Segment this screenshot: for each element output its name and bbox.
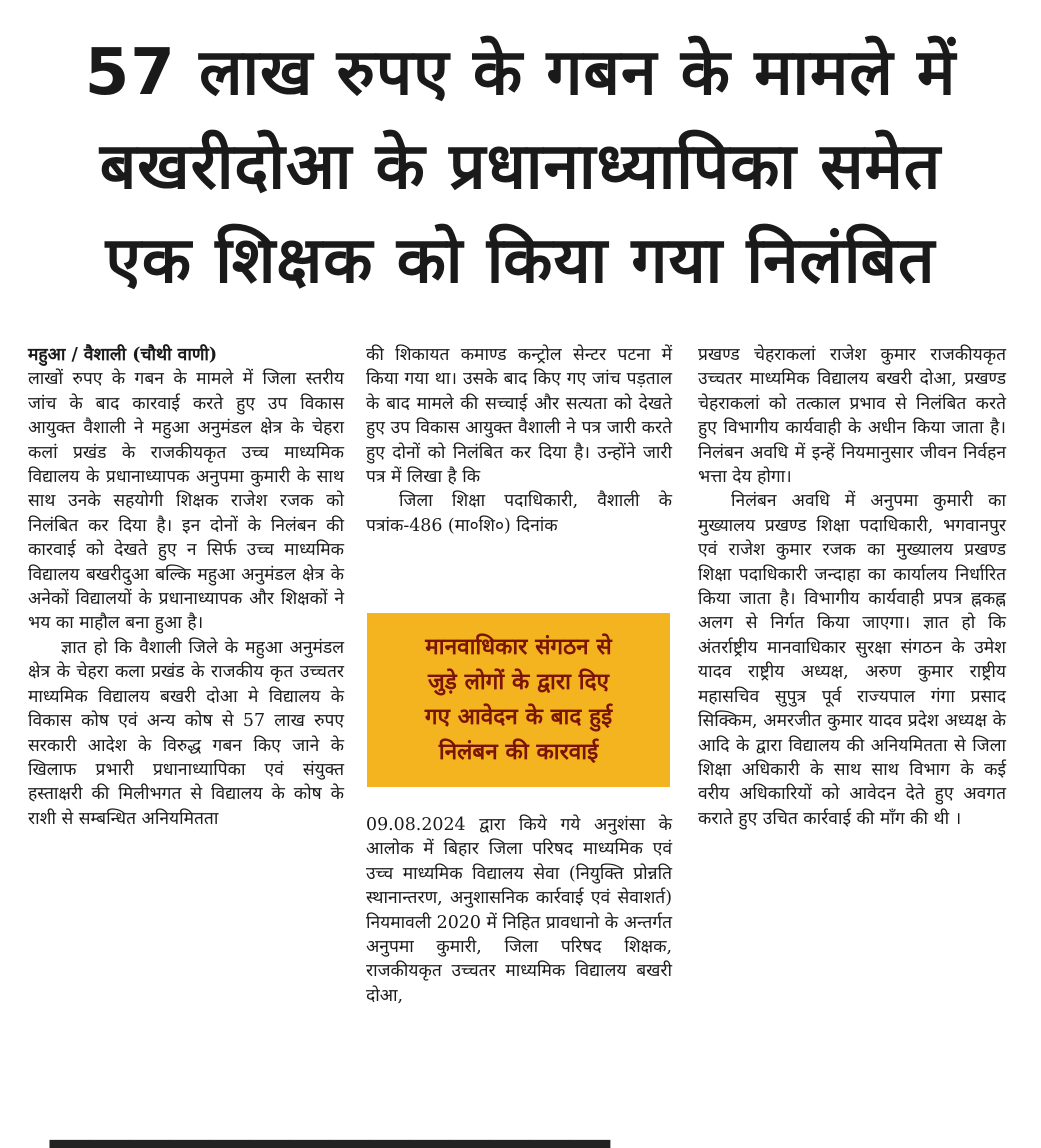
paragraph: जिला शिक्षा पदाधिकारी, वैशाली के पत्रांक-486 (मा०शि०) दिनांक: [366, 491, 672, 536]
paragraph: की शिकायत कमाण्ड कन्ट्रोल सेन्टर पटना में किया गया था। उसके बाद किए गए जांच पड़ताल के बाद मामले की सच्चाई और सत्यता को देखते हुए उप विकास आयुक्त वैशाली ने पत्र जारी करते हुए दोनों को निलंबित कर दिया है। उन्होंने जारी पत्र में लिखा है कि: [366, 345, 672, 488]
paragraph: प्रखण्ड चेहराकलां राजेश कुमार राजकीयकृत उच्चतर माध्यमिक विद्यालय बखरी दोआ, प्रखण्ड चेहराकलां को तत्काल प्रभाव से निलंबित करते हुए विभागीय कार्यवाही के अधीन किया जाता है।निलंबन अवधि में इन्हें नियमानुसार जीवन निर्वहन भत्ता देय होगा।: [698, 345, 1007, 488]
paragraph: 09.08.2024 द्वारा किये गये अनुशंसा के आलोक में बिहार जिला परिषद माध्यमिक एवं उच्च माध्यमिक विद्यालय सेवा (नियुक्ति प्रोन्नति स्थानान्तरण, अनुशासनिक कार्रवाई एवं सेवाशर्त) नियमावली 2020 में निहित प्रावधानो के अन्तर्गत अनुपमा कुमारी, जिला परिषद शिक्षक, राजकीयकृत उच्चतर माध्यमिक विद्यालय बखरी दोआ,: [366, 815, 672, 1006]
paragraph: ज्ञात हो कि वैशाली जिले के महुआ अनुमंडल क्षेत्र के चेहरा कला प्रखंड के राजकीय कृत उच्चतर माध्यमिक विद्यालय बखरी दोआ मे विद्यालय के विकास कोष एवं अन्य कोष से 57 लाख रुपए सरकारी आदेश के विरुद्ध गबन किए जाने के खिलाफ प्रभारी प्रधानाध्यापिका एवं संयुक्त हस्ताक्षरी की मिलीभगत से विद्यालय के कोष के राशी से सम्बन्धित अनियमितता: [28, 637, 344, 829]
headline-line-1: 57 लाख रुपए के गबन के मामले में: [84, 36, 957, 110]
headline: [18, 26, 1023, 308]
paragraph: निलंबन अवधि में अनुपमा कुमारी का मुख्यालय प्रखण्ड शिक्षा पदाधिकारी, भगवानपुर एवं राजेश कुमार रजक का मुख्यालय प्रखण्ड शिक्षा पदाधिकारी जन्दाहा का कार्यालय निर्धारित किया जाता है। विभागीय कार्यवाही प्रपत्र ह्नकह्न अलग से निर्गत किया जाएगा। ज्ञात हो कि अंतर्राष्ट्रीय मानवाधिकार सुरक्षा संगठन के उमेश यादव राष्ट्रीय अध्यक्ष, अरुण कुमार राष्ट्रीय महासचिव सुपुत्र पूर्व राज्यपाल गंगा प्रसाद सिक्किम, अमरजीत कुमार यादव प्रदेश अध्यक्ष के आदि के द्वारा विद्यालय की अनियमितता से जिला शिक्षा अधिकारी के साथ साथ विभाग के कई वरीय अधिकारियों को आवेदन देते हुए अवगत कराते हुए उचित कार्रवाई की माँग की थी ।: [698, 491, 1006, 829]
callout-line-1: मानवाधिकार संगठन से: [425, 634, 612, 660]
article-column-2-top: [366, 343, 672, 538]
article-column-1: [28, 343, 344, 831]
article-column-3: [698, 343, 1006, 831]
headline-line-3: एक शिक्षक को किया गया निलंबित: [105, 224, 936, 298]
headline-line-2: बखरीदोआ के प्रधानाध्यापिका समेत: [99, 130, 942, 204]
next-article-headline-fragment: [0, 1082, 1041, 1148]
callout-line-3: गए आवेदन के बाद हुई: [424, 704, 613, 730]
paragraph: लाखों रुपए के गबन के मामले में जिला स्तरीय जांच के बाद कारवाई करते हुए उप विकास आयुक्त वैशाली ने महुआ अनुमंडल क्षेत्र के चेहरा कलां प्रखंड के राजकीयकृत उच्च माध्यमिक विद्यालय के प्रधानाध्यापक अनुपमा कुमारी के साथ साथ उनके सहयोगी शिक्षक राजेश रजक को निलंबित कर दिया है। इन दोनों के निलंबन की कारवाई को देखते हुए न सिर्फ उच्च माध्यमिक विद्यालय बखरीदुआ बल्कि महुआ अनुमंडल क्षेत्र के अनेकों विद्यालयों के प्रधानाध्यापक और शिक्षकों ने भय का माहौल बना हुआ है।: [28, 369, 344, 634]
dateline: महुआ / वैशाली (चौथी वाणी): [28, 345, 218, 365]
next-headline-partial: ▁▁▁▁▁▁▁▁▁▁▁▁▁▁: [50, 1088, 610, 1148]
highlight-callout: [367, 613, 670, 787]
article-column-2-bottom: [366, 813, 672, 1008]
callout-line-4: निलंबन की कारवाई: [438, 739, 599, 765]
callout-line-2: जुड़े लोगों के द्वारा दिए: [428, 669, 609, 695]
